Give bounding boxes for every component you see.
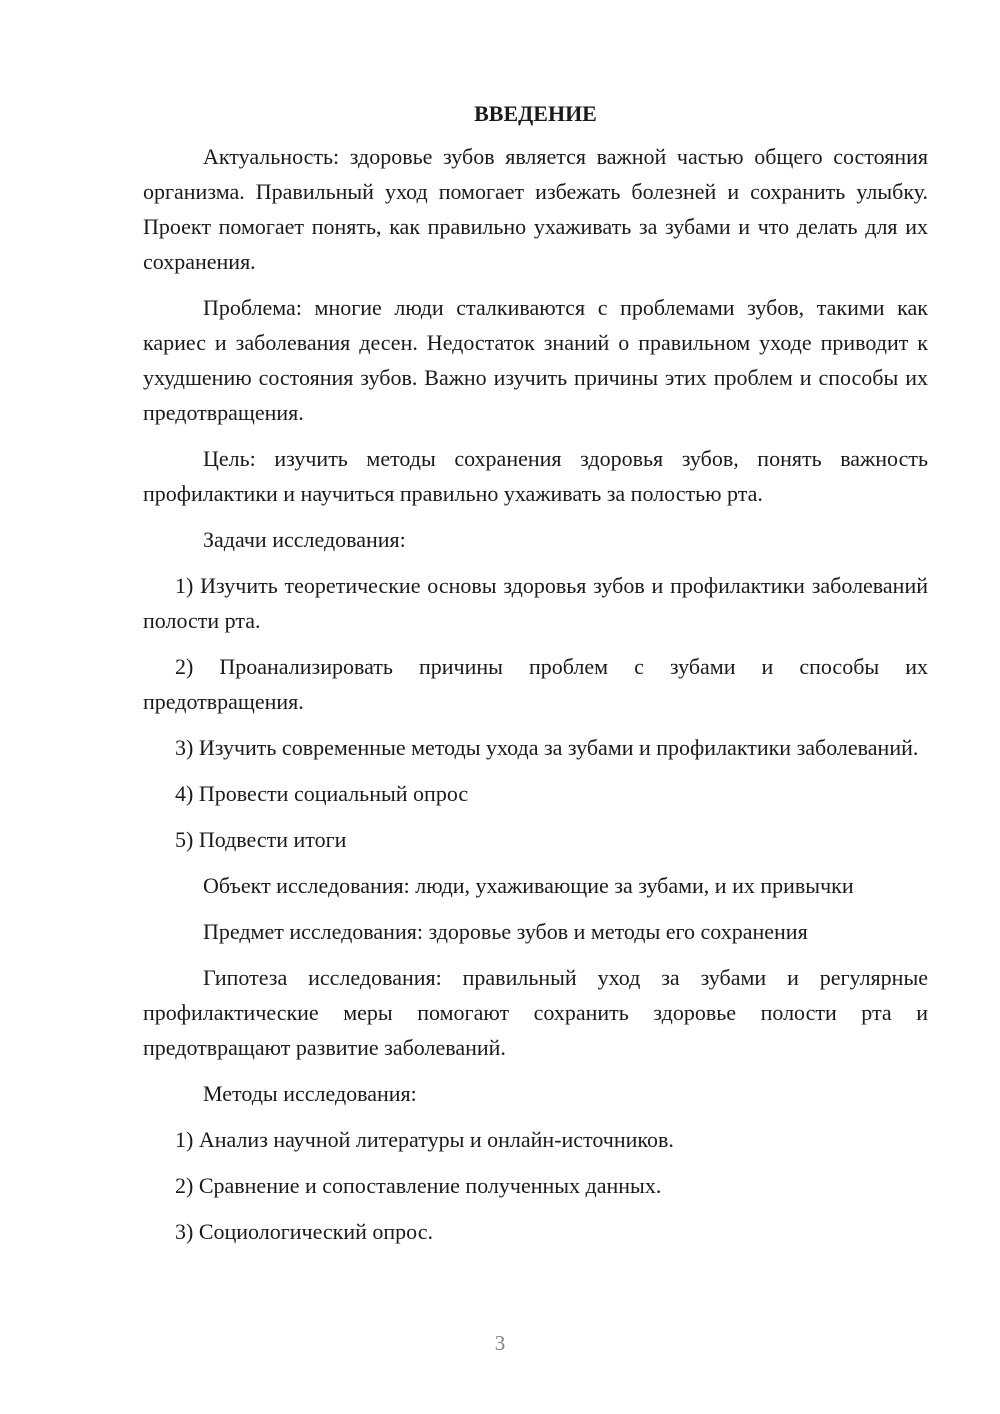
- subject-paragraph: Предмет исследования: здоровье зубов и методы его сохранения: [203, 919, 808, 944]
- page-number: 3: [494, 1331, 506, 1355]
- document-body: [143, 96, 928, 1260]
- method-item: 3) Социологический опрос.: [175, 1219, 433, 1244]
- task-item: 1) Изучить теоретические основы здоровья зубов и профилактики заболеваний полости рта.: [143, 573, 928, 633]
- methods-heading: Методы исследования:: [203, 1081, 417, 1106]
- task-item: 2) Проанализировать причины проблем с зубами и способы их предотвращения.: [143, 654, 928, 714]
- task-item: 3) Изучить современные методы ухода за зубами и профилактики заболеваний.: [175, 735, 919, 760]
- method-item: 2) Сравнение и сопоставление полученных данных.: [175, 1173, 662, 1198]
- task-item: 5) Подвести итоги: [175, 827, 347, 852]
- problem-paragraph: Проблема: многие люди сталкиваются с проблемами зубов, такими как кариес и заболевания десен. Недостаток знаний о правильном уходе приводит к ухудшению состояния зубов. Важно изучить причины этих проблем и способы их предотвращения.: [143, 295, 928, 425]
- method-item: 1) Анализ научной литературы и онлайн-источников.: [175, 1127, 674, 1152]
- relevance-paragraph: Актуальность: здоровье зубов является важной частью общего состояния организма. Правильный уход помогает избежать болезней и сохранить улыбку. Проект помогает понять, как правильно ухаживать за зубами и что делать для их сохранения.: [143, 144, 928, 274]
- hypothesis-paragraph: Гипотеза исследования: правильный уход за зубами и регулярные профилактические меры помогают сохранить здоровье полости рта и предотвращают развитие заболеваний.: [143, 965, 928, 1060]
- page-title: ВВЕДЕНИЕ: [474, 101, 597, 126]
- goal-paragraph: Цель: изучить методы сохранения здоровья зубов, понять важность профилактики и научиться правильно ухаживать за полостью рта.: [143, 446, 928, 506]
- object-paragraph: Объект исследования: люди, ухаживающие за зубами, и их привычки: [203, 873, 854, 898]
- tasks-heading: Задачи исследования:: [203, 527, 406, 552]
- task-item: 4) Провести социальный опрос: [175, 781, 469, 806]
